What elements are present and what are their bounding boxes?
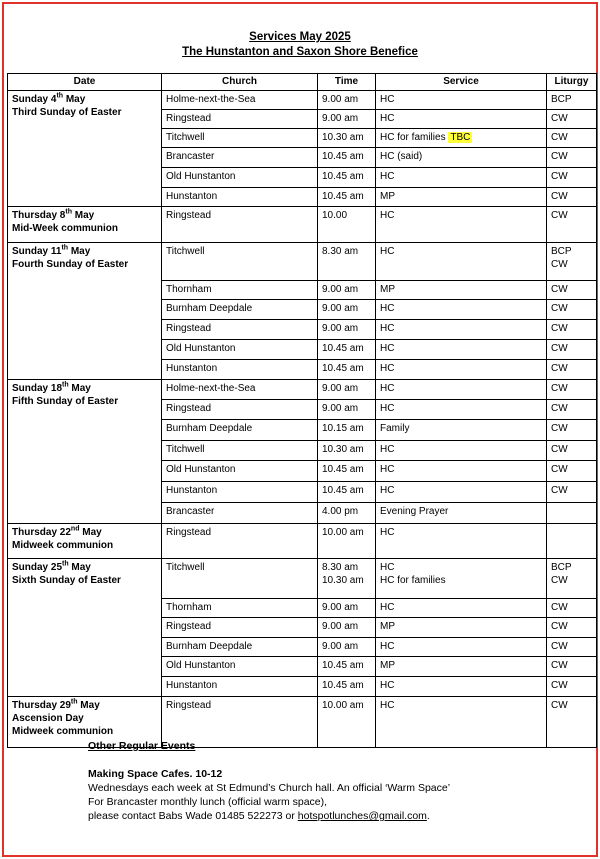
services-table — [7, 73, 597, 748]
date-month: May — [68, 246, 91, 257]
church-cell: Brancaster — [162, 148, 318, 168]
date-month: May — [71, 210, 95, 221]
service-name: HC for families — [380, 575, 446, 586]
time-value: 10.45 am — [322, 660, 364, 671]
cafe-title: Making Space Cafes. 10-12 — [88, 768, 223, 780]
table-header-row — [8, 74, 597, 91]
time-cell — [318, 207, 376, 243]
date-day: Thursday 29 — [12, 700, 71, 711]
church-cell: Hunstanton — [162, 482, 318, 503]
time-cell — [318, 188, 376, 207]
service-cell — [376, 148, 547, 168]
date-label — [12, 209, 157, 222]
liturgy-value: CW — [551, 423, 568, 434]
liturgy-cell — [547, 340, 597, 360]
service-cell — [376, 482, 547, 503]
liturgy-value: CW — [551, 464, 568, 475]
table-row — [8, 91, 597, 110]
time-value: 10.00 — [322, 210, 348, 221]
liturgy-value: CW — [551, 363, 568, 374]
time-value: 9.00 am — [322, 113, 359, 124]
liturgy-cell — [547, 300, 597, 320]
date-month: May — [63, 94, 86, 105]
service-name: HC — [380, 527, 395, 538]
date-label — [12, 93, 157, 106]
church-cell: Hunstanton — [162, 188, 318, 207]
table-row — [8, 380, 597, 400]
time-value: 10.45 am — [322, 191, 364, 202]
date-occasion: Third Sunday of Easter — [12, 107, 122, 118]
date-cell — [8, 524, 162, 559]
liturgy-value: CW — [551, 485, 568, 496]
time-cell — [318, 281, 376, 300]
time-cell — [318, 168, 376, 188]
date-month: May — [68, 383, 91, 394]
time-value: 10.45 am — [322, 151, 364, 162]
service-name: HC — [380, 641, 395, 652]
liturgy-value: CW — [551, 151, 568, 162]
church-cell: Thornham — [162, 599, 318, 618]
time-value: 4.00 pm — [322, 506, 359, 517]
date-label — [12, 561, 157, 574]
church-cell: Ringstead — [162, 618, 318, 638]
church-cell: Holme-next-the-Sea — [162, 91, 318, 110]
church-cell: Titchwell — [162, 559, 318, 599]
other-events — [88, 739, 450, 823]
date-suffix: th — [56, 92, 64, 100]
liturgy-cell — [547, 657, 597, 677]
date-label — [12, 245, 157, 258]
column-header: Church — [162, 74, 318, 91]
time-cell — [318, 461, 376, 482]
time-cell — [318, 618, 376, 638]
service-name: HC — [380, 383, 395, 394]
table-row — [8, 524, 597, 559]
date-occasion: Sixth Sunday of Easter — [12, 575, 121, 586]
liturgy-cell — [547, 91, 597, 110]
time-cell — [318, 110, 376, 129]
liturgy-value: CW — [551, 403, 568, 414]
service-value — [380, 484, 542, 497]
date-label — [12, 699, 157, 712]
service-value — [380, 382, 542, 395]
time-value: 9.00 am — [322, 284, 359, 295]
service-name: HC — [380, 113, 395, 124]
liturgy-cell — [547, 638, 597, 657]
time-cell — [318, 677, 376, 697]
service-name: HC — [380, 171, 395, 182]
liturgy-value: CW — [551, 383, 568, 394]
date-cell — [8, 91, 162, 207]
service-value — [380, 422, 542, 435]
liturgy-value: CW — [551, 210, 568, 221]
liturgy-value: CW — [551, 602, 568, 613]
table-row — [8, 559, 597, 599]
liturgy-cell — [547, 599, 597, 618]
time-value: 9.00 am — [322, 641, 359, 652]
service-value — [380, 699, 542, 712]
service-name: Evening Prayer — [380, 506, 449, 517]
cafe-line-2: For Brancaster monthly lunch (official warm space), — [88, 796, 328, 808]
service-value — [380, 131, 542, 144]
time-cell — [318, 380, 376, 400]
service-cell — [376, 281, 547, 300]
service-value — [380, 322, 542, 335]
service-value — [380, 190, 542, 203]
service-value — [380, 150, 542, 163]
service-cell — [376, 91, 547, 110]
liturgy-value: BCP — [551, 94, 572, 105]
time-value: 10.45 am — [322, 464, 364, 475]
table-row — [8, 207, 597, 243]
service-cell — [376, 677, 547, 697]
service-cell — [376, 441, 547, 461]
time-cell — [318, 340, 376, 360]
time-cell — [318, 599, 376, 618]
liturgy-cell — [547, 380, 597, 400]
time-cell — [318, 243, 376, 281]
services-body — [8, 91, 597, 748]
date-cell — [8, 559, 162, 697]
date-cell — [8, 207, 162, 243]
time-value: 10.45 am — [322, 485, 364, 496]
service-name: HC — [380, 562, 395, 573]
service-cell — [376, 618, 547, 638]
time-value: 10.00 am — [322, 700, 364, 711]
church-cell: Hunstanton — [162, 677, 318, 697]
service-value — [380, 342, 542, 355]
service-name: HC — [380, 680, 395, 691]
service-cell — [376, 503, 547, 524]
liturgy-cell — [547, 320, 597, 340]
date-occasion: Ascension Day — [12, 713, 84, 724]
service-cell — [376, 524, 547, 559]
service-cell — [376, 400, 547, 420]
time-value: 8.30 am — [322, 562, 359, 573]
liturgy-cell — [547, 148, 597, 168]
table-row — [8, 243, 597, 281]
church-cell: Old Hunstanton — [162, 657, 318, 677]
time-cell — [318, 638, 376, 657]
date-occasion: Midweek communion — [12, 540, 114, 551]
church-cell: Ringstead — [162, 207, 318, 243]
service-name: HC — [380, 444, 395, 455]
liturgy-value: CW — [551, 660, 568, 671]
church-cell: Ringstead — [162, 110, 318, 129]
date-day: Sunday 4 — [12, 94, 57, 105]
tbc-highlight: TBC — [450, 132, 471, 143]
time-cell — [318, 148, 376, 168]
page-subtitle: The Hunstanton and Saxon Shore Benefice — [182, 46, 418, 58]
date-month: May — [79, 527, 102, 538]
church-cell: Old Hunstanton — [162, 340, 318, 360]
service-name: MP — [380, 284, 395, 295]
service-name: HC — [380, 246, 395, 257]
service-value — [380, 463, 542, 476]
service-name: HC — [380, 464, 395, 475]
liturgy-value: CW — [551, 191, 568, 202]
time-value: 9.00 am — [322, 383, 359, 394]
time-value: 10.00 am — [322, 527, 364, 538]
liturgy-value: CW — [551, 444, 568, 455]
service-value — [380, 526, 542, 539]
time-cell — [318, 524, 376, 559]
liturgy-value: BCP — [551, 246, 572, 257]
service-value — [380, 505, 542, 518]
column-header: Date — [8, 74, 162, 91]
church-cell: Holme-next-the-Sea — [162, 380, 318, 400]
date-cell — [8, 243, 162, 380]
service-name: HC — [380, 403, 395, 414]
liturgy-cell — [547, 618, 597, 638]
liturgy-value: CW — [551, 343, 568, 354]
church-cell: Burnham Deepdale — [162, 420, 318, 441]
service-name: HC — [380, 210, 395, 221]
service-value — [380, 659, 542, 672]
liturgy-cell — [547, 243, 597, 281]
column-header: Service — [376, 74, 547, 91]
date-suffix: th — [62, 381, 69, 389]
service-cell — [376, 188, 547, 207]
liturgy-cell — [547, 461, 597, 482]
service-name: HC — [380, 343, 395, 354]
time-cell — [318, 320, 376, 340]
time-value: 10.15 am — [322, 423, 364, 434]
service-name: HC — [380, 323, 395, 334]
time-value: 10.30 am — [322, 575, 364, 586]
service-value — [380, 112, 542, 125]
liturgy-cell — [547, 188, 597, 207]
service-value — [380, 170, 542, 183]
date-day: Sunday 11 — [12, 246, 62, 257]
service-name: Family — [380, 423, 410, 434]
service-cell — [376, 207, 547, 243]
service-value — [380, 93, 542, 106]
service-name: MP — [380, 621, 395, 632]
service-cell — [376, 340, 547, 360]
liturgy-cell — [547, 503, 597, 524]
liturgy-value: CW — [551, 113, 568, 124]
column-header: Liturgy — [547, 74, 597, 91]
time-value: 9.00 am — [322, 303, 359, 314]
service-name: HC (said) — [380, 151, 423, 162]
service-name: HC for families — [380, 132, 446, 143]
church-cell: Burnham Deepdale — [162, 300, 318, 320]
liturgy-value: CW — [551, 621, 568, 632]
service-cell — [376, 300, 547, 320]
liturgy-value: CW — [551, 575, 568, 586]
service-value — [380, 209, 542, 222]
service-value — [380, 574, 542, 587]
service-cell — [376, 638, 547, 657]
liturgy-value: CW — [551, 700, 568, 711]
church-cell: Titchwell — [162, 129, 318, 148]
time-value: 10.30 am — [322, 132, 364, 143]
church-cell: Old Hunstanton — [162, 168, 318, 188]
service-value — [380, 283, 542, 296]
date-day: Thursday 8 — [12, 210, 66, 221]
time-cell — [318, 441, 376, 461]
date-occasion: Fourth Sunday of Easter — [12, 259, 129, 270]
date-occasion: Mid-Week communion — [12, 223, 118, 234]
service-cell — [376, 559, 547, 599]
time-cell — [318, 360, 376, 380]
liturgy-value: CW — [551, 259, 568, 270]
service-name: HC — [380, 700, 395, 711]
service-cell — [376, 243, 547, 281]
service-cell — [376, 657, 547, 677]
liturgy-cell — [547, 168, 597, 188]
liturgy-cell — [547, 677, 597, 697]
service-cell — [376, 320, 547, 340]
service-name: MP — [380, 191, 395, 202]
time-value: 9.00 am — [322, 94, 359, 105]
liturgy-cell — [547, 110, 597, 129]
church-cell: Hunstanton — [162, 360, 318, 380]
service-name: MP — [380, 660, 395, 671]
liturgy-cell — [547, 420, 597, 441]
liturgy-value: CW — [551, 641, 568, 652]
date-occasion: Midweek communion — [12, 726, 114, 737]
church-cell: Brancaster — [162, 503, 318, 524]
service-cell — [376, 420, 547, 441]
time-value: 10.45 am — [322, 680, 364, 691]
service-cell — [376, 599, 547, 618]
time-cell — [318, 657, 376, 677]
date-occasion: Fifth Sunday of Easter — [12, 396, 119, 407]
date-day: Sunday 18 — [12, 383, 63, 394]
service-cell — [376, 360, 547, 380]
church-cell: Ringstead — [162, 524, 318, 559]
church-cell: Thornham — [162, 281, 318, 300]
church-cell: Titchwell — [162, 243, 318, 281]
service-name: HC — [380, 363, 395, 374]
service-value — [380, 362, 542, 375]
service-name: HC — [380, 485, 395, 496]
time-value: 9.00 am — [322, 602, 359, 613]
service-value — [380, 640, 542, 653]
contact-text: please contact Babs Wade 01485 522273 or — [88, 810, 298, 822]
date-label — [12, 526, 157, 539]
liturgy-cell — [547, 697, 597, 748]
liturgy-value: CW — [551, 323, 568, 334]
service-name: HC — [380, 303, 395, 314]
liturgy-value: CW — [551, 132, 568, 143]
service-value — [380, 561, 542, 574]
liturgy-cell — [547, 281, 597, 300]
events-heading: Other Regular Events — [88, 740, 196, 752]
liturgy-cell — [547, 207, 597, 243]
liturgy-value: CW — [551, 303, 568, 314]
date-month: May — [68, 562, 91, 573]
service-value — [380, 245, 542, 258]
date-month: May — [77, 700, 100, 711]
service-value — [380, 443, 542, 456]
liturgy-value: BCP — [551, 562, 572, 573]
time-cell — [318, 129, 376, 148]
church-cell: Burnham Deepdale — [162, 638, 318, 657]
date-suffix: nd — [70, 525, 80, 533]
time-cell — [318, 503, 376, 524]
date-suffix: th — [70, 698, 78, 706]
time-value: 9.00 am — [322, 403, 359, 414]
service-cell — [376, 110, 547, 129]
time-cell — [318, 400, 376, 420]
service-cell — [376, 380, 547, 400]
time-cell — [318, 559, 376, 599]
time-cell — [318, 482, 376, 503]
church-cell: Ringstead — [162, 697, 318, 748]
time-value: 10.30 am — [322, 444, 364, 455]
cafe-line-1: Wednesdays each week at St Edmund’s Church hall. An official ‘Warm Space’ — [88, 782, 451, 794]
service-cell — [376, 129, 547, 148]
service-value — [380, 302, 542, 315]
time-cell — [318, 420, 376, 441]
liturgy-cell — [547, 482, 597, 503]
liturgy-cell — [547, 360, 597, 380]
time-value: 8.30 am — [322, 246, 359, 257]
time-cell — [318, 91, 376, 110]
service-value — [380, 601, 542, 614]
date-suffix: th — [62, 560, 69, 568]
date-day: Thursday 22 — [12, 527, 71, 538]
service-cell — [376, 461, 547, 482]
service-value — [380, 620, 542, 633]
time-value: 9.00 am — [322, 323, 359, 334]
service-value — [380, 402, 542, 415]
page-title: Services May 2025 — [249, 31, 351, 43]
liturgy-cell — [547, 559, 597, 599]
service-value — [380, 679, 542, 692]
date-suffix: th — [65, 208, 72, 216]
church-cell: Titchwell — [162, 441, 318, 461]
church-cell: Old Hunstanton — [162, 461, 318, 482]
date-label — [12, 382, 157, 395]
time-cell — [318, 300, 376, 320]
date-day: Sunday 25 — [12, 562, 63, 573]
liturgy-value: CW — [551, 284, 568, 295]
liturgy-cell — [547, 400, 597, 420]
liturgy-value: CW — [551, 171, 568, 182]
date-cell — [8, 380, 162, 524]
time-value: 10.45 am — [322, 343, 364, 354]
liturgy-cell — [547, 441, 597, 461]
time-value: 10.45 am — [322, 363, 364, 374]
contact-suffix: . — [426, 810, 430, 822]
service-name: HC — [380, 94, 395, 105]
email-link[interactable]: hotspotlunches@gmail.com — [297, 810, 427, 822]
time-value: 10.45 am — [322, 171, 364, 182]
liturgy-value: CW — [551, 680, 568, 691]
time-value: 9.00 am — [322, 621, 359, 632]
liturgy-cell — [547, 524, 597, 559]
service-name: HC — [380, 602, 395, 613]
church-cell: Ringstead — [162, 320, 318, 340]
date-suffix: th — [61, 244, 69, 252]
column-header: Time — [318, 74, 376, 91]
cafe-line-3 — [88, 809, 450, 823]
church-cell: Ringstead — [162, 400, 318, 420]
liturgy-cell — [547, 129, 597, 148]
service-cell — [376, 168, 547, 188]
